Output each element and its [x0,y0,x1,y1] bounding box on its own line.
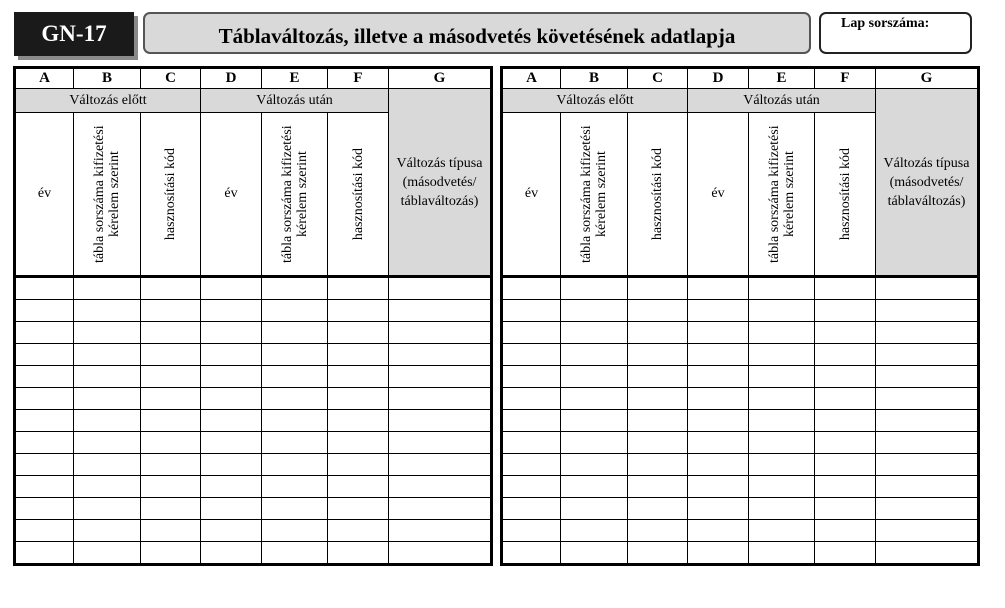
data-cell[interactable] [201,498,262,520]
form-title: Táblaváltozás, illetve a másodvetés követésének adatlapja [218,23,736,48]
data-cell[interactable] [502,366,561,388]
data-cell[interactable] [389,277,492,300]
column-letter: F [815,68,876,89]
data-cell[interactable] [876,388,979,410]
data-cell[interactable] [561,388,628,410]
data-cell[interactable] [628,344,688,366]
data-cell[interactable] [628,454,688,476]
use-code-header [328,113,389,277]
table-row [15,388,492,410]
data-cell[interactable] [141,344,201,366]
table-row [15,498,492,520]
data-cell[interactable] [688,454,749,476]
table-row [502,344,979,366]
data-cell[interactable] [201,432,262,454]
column-letter: E [749,68,815,89]
data-cell[interactable] [328,476,389,498]
data-cell[interactable] [502,300,561,322]
data-cell[interactable] [328,454,389,476]
data-cell[interactable] [749,542,815,565]
data-cell[interactable] [141,388,201,410]
data-cell[interactable] [328,410,389,432]
column-letter-row [502,68,979,89]
data-cell[interactable] [389,410,492,432]
data-cell[interactable] [201,476,262,498]
data-cell[interactable] [262,520,328,542]
data-cell[interactable] [502,322,561,344]
data-cell[interactable] [74,344,141,366]
data-cell[interactable] [561,344,628,366]
data-cell[interactable] [502,520,561,542]
group-header-row [502,89,979,113]
data-cell[interactable] [15,410,74,432]
data-cell[interactable] [502,454,561,476]
data-cell[interactable] [15,454,74,476]
data-cell[interactable] [262,432,328,454]
data-cell[interactable] [328,344,389,366]
sheet-number-box[interactable] [819,12,972,54]
data-cell[interactable] [74,322,141,344]
data-cell[interactable] [15,498,74,520]
data-cell[interactable] [141,410,201,432]
data-cell[interactable] [628,498,688,520]
data-cell[interactable] [688,410,749,432]
data-cell[interactable] [74,476,141,498]
table-row [502,542,979,565]
data-cell[interactable] [749,432,815,454]
data-cell[interactable] [15,388,74,410]
year-header: év [688,113,749,277]
data-cell[interactable] [561,322,628,344]
sheet-number-label: Lap sorszáma: [841,16,930,31]
data-cell[interactable] [201,277,262,300]
data-cell[interactable] [688,344,749,366]
data-cell[interactable] [815,520,876,542]
table-row [502,476,979,498]
column-letter: B [74,68,141,89]
data-cell[interactable] [141,520,201,542]
year-header: év [201,113,262,277]
data-cell[interactable] [561,300,628,322]
data-cell[interactable] [876,322,979,344]
data-cell[interactable] [141,498,201,520]
form-code: GN-17 [41,21,107,46]
table-row [15,277,492,300]
data-cell[interactable] [628,388,688,410]
data-cell[interactable] [201,366,262,388]
table-row [502,322,979,344]
data-cell[interactable] [201,542,262,565]
data-cell[interactable] [876,410,979,432]
data-cell[interactable] [561,498,628,520]
data-cell[interactable] [389,498,492,520]
data-cell[interactable] [201,300,262,322]
data-cell[interactable] [141,277,201,300]
data-cell[interactable] [688,300,749,322]
data-cell[interactable] [628,277,688,300]
table-row [502,366,979,388]
group-header-row [15,89,492,113]
data-cell[interactable] [15,277,74,300]
table-row [502,498,979,520]
data-cell[interactable] [389,344,492,366]
parcel-number-header [74,113,141,277]
data-cell[interactable] [561,410,628,432]
data-cell[interactable] [15,432,74,454]
table-row [502,277,979,300]
data-cell[interactable] [815,454,876,476]
data-cell[interactable] [561,277,628,300]
parcel-number-label: tábla sorszáma kifizetési kérelem szerint [92,125,122,263]
data-cell[interactable] [749,277,815,300]
data-cell[interactable] [561,476,628,498]
data-cell[interactable] [141,432,201,454]
data-cell[interactable] [502,388,561,410]
data-cell[interactable] [815,542,876,565]
data-cell[interactable] [628,322,688,344]
data-cell[interactable] [815,432,876,454]
table-row [15,542,492,565]
column-letter: F [328,68,389,89]
data-cell[interactable] [688,366,749,388]
data-cell[interactable] [389,454,492,476]
data-cell[interactable] [328,366,389,388]
change-type-label: Változás típusa (másodvetés/ táblaváltozás) [883,155,970,209]
data-cell[interactable] [74,498,141,520]
data-cell[interactable] [749,476,815,498]
data-cell[interactable] [876,454,979,476]
data-cell[interactable] [74,542,141,565]
data-cell[interactable] [502,410,561,432]
table-row [502,454,979,476]
column-letter: D [201,68,262,89]
data-cell[interactable] [749,388,815,410]
data-cell[interactable] [389,542,492,565]
table-row [15,432,492,454]
column-letter-row [15,68,492,89]
data-cell[interactable] [502,498,561,520]
data-cell[interactable] [628,300,688,322]
data-cell[interactable] [141,476,201,498]
data-cell[interactable] [15,300,74,322]
column-letter: A [502,68,561,89]
data-cell[interactable] [628,432,688,454]
group-before-header: Változás előtt [502,89,688,113]
year-header: év [15,113,74,277]
use-code-label: hasznosítási kód [163,147,178,241]
data-cell[interactable] [262,542,328,565]
use-code-header [815,113,876,277]
change-type-label: Változás típusa (másodvetés/ táblaváltozás) [396,155,483,209]
data-cell[interactable] [688,520,749,542]
data-cell[interactable] [141,300,201,322]
data-cell[interactable] [74,366,141,388]
data-cell[interactable] [749,300,815,322]
data-cell[interactable] [141,322,201,344]
group-after-header: Változás után [201,89,389,113]
table-row [502,410,979,432]
data-cell[interactable] [815,322,876,344]
data-cell[interactable] [876,476,979,498]
data-cell[interactable] [262,410,328,432]
data-cell[interactable] [502,542,561,565]
data-cell[interactable] [688,322,749,344]
data-cell[interactable] [876,366,979,388]
column-letter: C [628,68,688,89]
data-cell[interactable] [328,432,389,454]
data-cell[interactable] [74,410,141,432]
data-cell[interactable] [628,476,688,498]
use-code-header [141,113,201,277]
table-row [15,300,492,322]
table-row [502,388,979,410]
data-cell[interactable] [74,520,141,542]
data-cell[interactable] [201,388,262,410]
data-cell[interactable] [815,300,876,322]
data-cell[interactable] [15,542,74,565]
parcel-number-label: tábla sorszáma kifizetési kérelem szerint [766,125,797,263]
group-before-header: Változás előtt [15,89,201,113]
data-cell[interactable] [876,542,979,565]
data-cell[interactable] [74,454,141,476]
data-cell[interactable] [201,344,262,366]
table-row [15,454,492,476]
data-cell[interactable] [628,542,688,565]
data-cell[interactable] [262,277,328,300]
use-code-label: hasznosítási kód [650,147,665,241]
table-row [15,520,492,542]
data-cell[interactable] [688,542,749,565]
table-row [502,520,979,542]
data-cell[interactable] [502,432,561,454]
data-cell[interactable] [262,388,328,410]
data-cell[interactable] [328,300,389,322]
data-cell[interactable] [815,344,876,366]
data-cell[interactable] [688,277,749,300]
data-cell[interactable] [876,344,979,366]
data-cell[interactable] [15,366,74,388]
table-row [502,300,979,322]
form-title-box [143,12,811,54]
data-cell[interactable] [815,277,876,300]
data-cell[interactable] [389,300,492,322]
data-cell[interactable] [561,520,628,542]
table-row [15,410,492,432]
data-cell[interactable] [749,366,815,388]
column-letter: A [15,68,74,89]
data-cell[interactable] [815,498,876,520]
data-cell[interactable] [389,520,492,542]
data-cell[interactable] [749,344,815,366]
data-cell[interactable] [389,432,492,454]
data-cell[interactable] [74,432,141,454]
data-cell[interactable] [201,410,262,432]
data-cell[interactable] [74,277,141,300]
column-letter: G [876,68,979,89]
data-cell[interactable] [141,454,201,476]
data-cell[interactable] [328,388,389,410]
data-cell[interactable] [201,322,262,344]
data-cell[interactable] [688,432,749,454]
data-cell[interactable] [262,498,328,520]
data-cell[interactable] [561,542,628,565]
data-cell[interactable] [262,344,328,366]
data-cell[interactable] [688,388,749,410]
data-cell[interactable] [389,322,492,344]
data-cell[interactable] [688,498,749,520]
table-row [15,344,492,366]
change-type-header [389,89,492,277]
use-code-label: hasznosítási kód [837,147,853,241]
data-cell[interactable] [815,476,876,498]
data-cell[interactable] [502,277,561,300]
data-cell[interactable] [561,366,628,388]
data-cell[interactable] [749,410,815,432]
data-cell[interactable] [876,520,979,542]
data-cell[interactable] [262,322,328,344]
data-cell[interactable] [201,520,262,542]
data-cell[interactable] [389,476,492,498]
data-cell[interactable] [502,344,561,366]
data-cell[interactable] [15,344,74,366]
data-cell[interactable] [561,432,628,454]
group-after-header: Változás után [688,89,876,113]
column-letter: D [688,68,749,89]
use-code-header [628,113,688,277]
data-cell[interactable] [262,454,328,476]
data-cell[interactable] [628,410,688,432]
parcel-number-label: tábla sorszáma kifizetési kérelem szerint [279,125,310,263]
data-cell[interactable] [15,476,74,498]
data-cell[interactable] [328,520,389,542]
change-type-header [876,89,979,277]
data-cell[interactable] [876,498,979,520]
data-cell[interactable] [815,410,876,432]
data-cell[interactable] [749,520,815,542]
data-cell[interactable] [328,322,389,344]
column-letter: E [262,68,328,89]
change-table-left [13,66,493,566]
data-cell[interactable] [262,300,328,322]
data-cell[interactable] [389,366,492,388]
data-cell[interactable] [561,454,628,476]
use-code-label: hasznosítási kód [350,147,366,241]
column-letter: G [389,68,492,89]
data-cell[interactable] [749,454,815,476]
data-cell[interactable] [328,498,389,520]
year-header: év [502,113,561,277]
data-cell[interactable] [502,476,561,498]
data-cell[interactable] [876,432,979,454]
parcel-number-header [749,113,815,277]
form-code-badge [14,12,134,56]
data-cell[interactable] [328,542,389,565]
parcel-number-header [561,113,628,277]
data-cell[interactable] [815,388,876,410]
column-letter: C [141,68,201,89]
data-cell[interactable] [262,476,328,498]
data-cell[interactable] [15,322,74,344]
data-cell[interactable] [876,277,979,300]
data-cell[interactable] [74,300,141,322]
data-cell[interactable] [628,520,688,542]
data-cell[interactable] [201,454,262,476]
change-table-right [500,66,980,566]
data-cell[interactable] [74,388,141,410]
data-cell[interactable] [328,277,389,300]
table-row [15,322,492,344]
data-cell[interactable] [815,366,876,388]
data-cell[interactable] [389,388,492,410]
table-row [15,476,492,498]
data-cell[interactable] [15,520,74,542]
data-cell[interactable] [262,366,328,388]
parcel-number-header [262,113,328,277]
data-cell[interactable] [628,366,688,388]
table-row [502,432,979,454]
data-cell[interactable] [749,322,815,344]
data-cell[interactable] [876,300,979,322]
data-cell[interactable] [749,498,815,520]
parcel-number-label: tábla sorszáma kifizetési kérelem szerint [579,125,609,263]
column-letter: B [561,68,628,89]
data-cell[interactable] [141,542,201,565]
data-cell[interactable] [141,366,201,388]
table-row [15,366,492,388]
data-cell[interactable] [688,476,749,498]
